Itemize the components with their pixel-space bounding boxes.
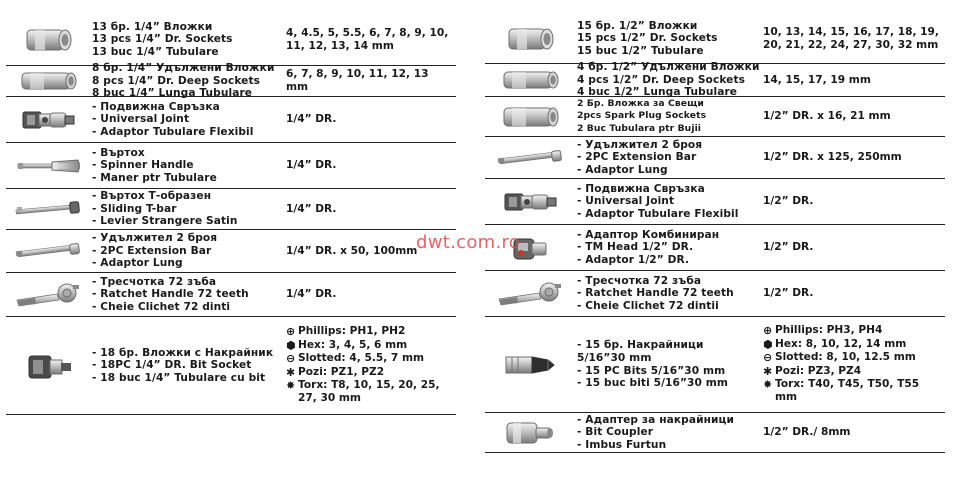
description-line: 13 бр. 1/4” Вложки [92, 20, 213, 33]
left-spec-row [6, 97, 456, 143]
bit-size-text: Pozi: PZ3, PZ4 [775, 364, 862, 377]
description-line: - Тресчотка 72 зъба [92, 275, 217, 288]
description-line: - Imbus Furtun [577, 438, 667, 451]
bit-size-text: Hex: 8, 10, 12, 14 mm [775, 337, 907, 350]
left-spec-row [6, 62, 456, 100]
description-line: - Подвижна Свръзка [577, 182, 705, 195]
description-line: - Universal Joint [92, 113, 190, 126]
left-spec-row [6, 317, 456, 415]
description-line: - Cheie Clichet 72 dinti [92, 300, 231, 313]
sliding-t-bar-icon [6, 189, 92, 229]
description-line: 13 pcs 1/4” Dr. Sockets [92, 33, 233, 46]
item-description [92, 190, 282, 228]
item-size-value: 1/4” DR. [286, 288, 337, 301]
bit-size-text: Pozi: PZ1, PZ2 [298, 365, 385, 378]
item-description [577, 339, 763, 389]
bit-type-icon: ⊖ [763, 351, 773, 365]
item-size-value: 1/4” DR. [286, 113, 337, 126]
description-line: 2 Buc Tubulara ptr Bujii [577, 122, 702, 134]
watermark: dwt.com.ro [416, 232, 521, 253]
bit-size-text: Slotted: 8, 10, 12.5 mm [775, 351, 916, 364]
right-spec-row [485, 317, 945, 413]
description-line: - Maner ptr Tubulare [92, 171, 217, 184]
bit-size-list [763, 324, 945, 404]
bit-size-line [286, 325, 454, 338]
description-line: - Ratchet Handle 72 teeth [577, 287, 734, 300]
description-line: - Тресчотка 72 зъба [577, 274, 702, 287]
description-line: 4 pcs 1/2” Dr. Deep Sockets [577, 73, 746, 86]
description-line: - Spinner Handle [92, 159, 194, 172]
ratchet-handle-icon [485, 271, 577, 316]
description-line: - 2PC Extension Bar [92, 244, 212, 257]
bit-type-icon: ⊖ [286, 352, 296, 366]
item-size-value: 1/4” DR. [286, 202, 337, 215]
description-line: - Ratchet Handle 72 teeth [92, 288, 249, 301]
description-line: - 15 PC Bits 5/16”30 mm [577, 364, 726, 377]
bit-size-line [286, 352, 454, 365]
left-spec-row [6, 230, 456, 273]
bit-coupler-icon [485, 413, 577, 452]
item-description [577, 229, 763, 267]
right-spec-row [485, 225, 945, 271]
item-size-value: 6, 7, 8, 9, 10, 11, 12, 13 mm [286, 68, 429, 93]
bit-size-line [763, 338, 943, 351]
left-spec-row [6, 143, 456, 189]
right-spec-row [485, 137, 945, 179]
description-line: 8 pcs 1/4” Dr. Deep Sockets [92, 74, 261, 87]
right-spec-row [485, 179, 945, 225]
bit-socket-icon [6, 317, 92, 414]
description-line: 2 Бр. Вложка за Свещи [577, 98, 704, 110]
bit-size-line [286, 366, 454, 379]
bit-size-line [763, 378, 943, 405]
item-description [92, 232, 282, 270]
item-description [92, 21, 282, 59]
bit-type-icon: ⬢ [286, 338, 296, 352]
spark-plug-socket-icon [485, 97, 577, 136]
extension-bar-icon [6, 230, 92, 272]
description-line: - Въртох Т-образен [92, 190, 212, 203]
item-description [577, 183, 763, 221]
description-line: 15 buc 1/2” Tubulare [577, 44, 704, 57]
bit-size-text: Slotted: 4, 5.5, 7 mm [298, 352, 425, 365]
item-size-value: 14, 15, 17, 19 mm [763, 73, 871, 86]
item-description [577, 414, 763, 452]
item-description [577, 20, 763, 58]
item-size-value: 1/2” DR. [763, 287, 814, 300]
universal-joint-icon [6, 97, 92, 142]
socket-icon [6, 14, 92, 65]
bit-type-icon: ✸ [763, 377, 773, 391]
item-size-value: 1/4” DR. [286, 159, 337, 172]
socket-icon [485, 14, 577, 63]
description-line: - Адаптор Комбиниран [577, 228, 720, 241]
item-description [92, 347, 282, 385]
item-size-value: 1/2” DR. [763, 241, 814, 254]
description-line: - TM Head 1/2” DR. [577, 241, 694, 254]
item-description [577, 139, 763, 177]
description-line: - Adaptor Lung [577, 163, 668, 176]
description-line: 8 бр. 1/4” Удължени Вложки [92, 62, 275, 75]
description-line: 8 buc 1/4” Lunga Tubulare [92, 87, 253, 100]
bits-icon [485, 317, 577, 412]
description-line: - 15 buc biti 5/16”30 mm [577, 377, 729, 390]
left-spec-row [6, 14, 456, 66]
description-line: 2pcs Spark Plug Sockets [577, 110, 707, 122]
bit-size-line [286, 379, 454, 406]
bit-size-list [282, 325, 456, 405]
universal-joint-icon [485, 179, 577, 224]
bit-size-text: Torx: T8, 10, 15, 20, 25, 27, 30 mm [298, 378, 440, 405]
item-size-value: 1/2” DR. x 16, 21 mm [763, 110, 891, 123]
bit-type-icon: ⊕ [763, 324, 773, 338]
bit-size-line [763, 365, 943, 378]
item-size-value: 4, 4.5, 5, 5.5, 6, 7, 8, 9, 10, 11, 12, 13, 14 mm [286, 26, 449, 52]
item-description [92, 147, 282, 185]
right-spec-row [485, 97, 945, 137]
description-line: - Levier Strangere Satin [92, 215, 238, 228]
description-line: - Адаптер за накрайници [577, 413, 735, 426]
bit-type-icon: ✱ [763, 364, 773, 378]
spinner-handle-icon [6, 143, 92, 188]
description-line: - Adaptor Lung [92, 257, 183, 270]
description-line: - Cheie Clichet 72 dintii [577, 299, 719, 312]
bit-size-text: Phillips: PH3, PH4 [775, 324, 883, 337]
description-line: 15 pcs 1/2” Dr. Sockets [577, 32, 718, 45]
item-size-value: 10, 13, 14, 15, 16, 17, 18, 19, 20, 21, 22, 24, 27, 30, 32 mm [763, 25, 939, 51]
item-size-value: 1/2” DR. [763, 195, 814, 208]
item-description [577, 61, 763, 99]
deep-socket-icon [6, 66, 92, 96]
bit-type-icon: ⬢ [763, 337, 773, 351]
left-spec-row [6, 273, 456, 317]
description-line: - Удължител 2 броя [92, 232, 218, 245]
bit-size-line [286, 339, 454, 352]
bit-type-icon: ✱ [286, 365, 296, 379]
description-line: - Удължител 2 броя [577, 138, 703, 151]
description-line: - 2PC Extension Bar [577, 151, 697, 164]
extension-bar-icon [485, 137, 577, 178]
description-line: 5/16”30 mm [577, 351, 652, 364]
description-line: - Universal Joint [577, 195, 675, 208]
left-spec-row [6, 189, 456, 230]
item-description [92, 62, 282, 100]
description-line: - Adaptor Tubulare Flexibil [92, 125, 254, 138]
item-description [92, 276, 282, 314]
description-line: - 15 бр. Накрайници [577, 339, 704, 352]
description-line: 13 buc 1/4” Tubulare [92, 45, 219, 58]
description-line: - Подвижна Свръзка [92, 100, 220, 113]
right-spec-row [485, 413, 945, 453]
bit-size-text: Torx: T40, T45, T50, T55 mm [775, 377, 920, 404]
description-line: 15 бр. 1/2” Вложки [577, 19, 698, 32]
right-spec-row [485, 14, 945, 64]
right-spec-row [485, 61, 945, 99]
item-description [577, 275, 763, 313]
bit-size-text: Hex: 3, 4, 5, 6 mm [298, 338, 408, 351]
right-spec-table [485, 14, 945, 453]
item-size-value: 1/2” DR. x 125, 250mm [763, 151, 902, 164]
description-line: - Bit Coupler [577, 426, 654, 439]
item-description [92, 101, 282, 139]
bit-size-line [763, 351, 943, 364]
description-line: - 18PC 1/4” DR. Bit Socket [92, 359, 252, 372]
item-size-value: 1/4” DR. x 50, 100mm [286, 244, 418, 257]
description-line: - Sliding T-bar [92, 202, 177, 215]
right-spec-row [485, 271, 945, 317]
bit-type-icon: ⊕ [286, 325, 296, 339]
description-line: 4 бр. 1/2” Удължени Вложки [577, 61, 760, 74]
description-line: - 18 бр. Вложки с Накрайник [92, 346, 274, 359]
item-size-value: 1/2” DR./ 8mm [763, 426, 851, 439]
item-description [577, 98, 763, 135]
deep-socket-icon [485, 64, 577, 96]
bit-type-icon: ✸ [286, 378, 296, 392]
description-line: - Adaptor Tubulare Flexibil [577, 207, 739, 220]
description-line: - Въртох [92, 146, 145, 159]
bit-size-text: Phillips: PH1, PH2 [298, 325, 406, 338]
description-line: 4 buc 1/2” Lunga Tubulare [577, 86, 738, 99]
description-line: - Adaptor 1/2” DR. [577, 253, 690, 266]
description-line: - 18 buc 1/4” Tubulare cu bit [92, 371, 266, 384]
bit-size-line [763, 324, 943, 337]
ratchet-handle-icon [6, 273, 92, 316]
left-spec-table [6, 14, 456, 415]
